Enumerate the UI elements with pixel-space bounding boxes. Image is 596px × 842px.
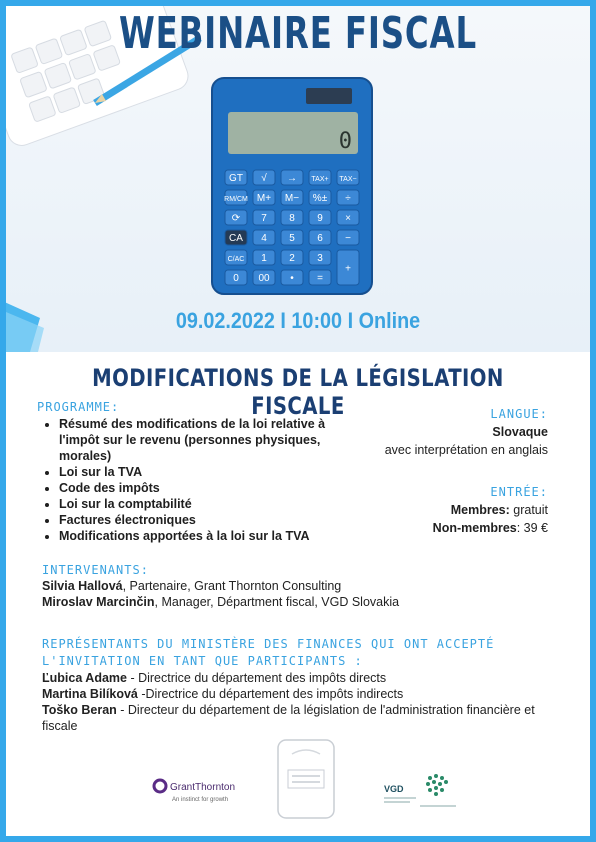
calculator-key-label: RM/CM (224, 196, 248, 203)
programme-item: • Factures électroniques (59, 512, 347, 528)
calculator-display: 0 (338, 129, 352, 154)
calculator-key-label: 0 (233, 273, 239, 284)
speaker-entry (42, 594, 562, 610)
programme-item: • Modifications apportées à la loi sur la TVA (59, 528, 347, 544)
representative-entry (42, 686, 552, 702)
entree-members (348, 501, 548, 519)
ministry-seal-logo (278, 740, 334, 818)
entree-non-members (348, 519, 548, 537)
calculator-key-label: 1 (261, 253, 267, 264)
speaker-entry (42, 578, 562, 594)
calculator-key-label: − (345, 233, 351, 244)
speaker-name: Silvia Hallová (42, 579, 123, 593)
calculator-key-label: M− (284, 193, 300, 204)
calculator-key-label: 9 (317, 213, 323, 224)
calculator-key-label: 6 (317, 233, 323, 244)
representative-name: Toško Beran (42, 703, 117, 717)
calculator-key-label: 4 (261, 233, 267, 244)
calculator-key-label: → (287, 173, 297, 184)
svg-text:An instinct for growth: An instinct for growth (172, 797, 229, 803)
calculator-key-label: ÷ (345, 193, 351, 204)
representative-role: - Directrice du département des impôts directs (126, 671, 387, 685)
calculator-key-label: M+ (256, 193, 272, 204)
intervenants-label: INTERVENANTS: (42, 563, 149, 577)
calculator-key-label: CA (229, 233, 243, 244)
calculator-key-label: ⟳ (231, 213, 241, 224)
logo-strip (0, 732, 596, 822)
info-sidebar (348, 405, 548, 537)
intervenants-section (42, 562, 562, 610)
calculator-key-label: 3 (317, 253, 323, 264)
grant-thornton-logo (154, 780, 235, 803)
speaker-role: , Manager, Départment fiscal, VGD Slovakia (154, 595, 400, 609)
programme-item: • Résumé des modifications de la loi relative à l'impôt sur le revenu (personnes physiques, morales) (59, 416, 347, 464)
calculator-key-label: GT (229, 173, 243, 184)
section-title: MODIFICATIONS DE LA LÉGISLATION FISCALE (92, 364, 504, 420)
svg-text:GrantThornton: GrantThornton (170, 782, 236, 793)
langue-label: LANGUE: (490, 407, 548, 421)
non-members-value: : 39 € (516, 521, 548, 535)
programme-item: • Loi sur la comptabilité (59, 496, 347, 512)
langue-note: avec interprétation en anglais (384, 443, 548, 457)
members-value: gratuit (509, 503, 548, 517)
representative-name: Martina Bilíková (42, 687, 138, 701)
event-dateline: 09.02.2022 I 10:00 I Online (175, 308, 421, 333)
representative-entry (42, 702, 552, 734)
representative-role: - Directeur du département de la législation de l'administration financière et fiscale (42, 703, 535, 733)
calculator-key-label: + (345, 263, 351, 275)
programme-list (37, 416, 347, 544)
representants-label: REPRÉSENTANTS DU MINISTÈRE DES FINANCES QUI ONT ACCEPTÉ L'INVITATION EN TANT QUE PARTICIPANTS : (42, 637, 495, 668)
langue-value: Slovaque (492, 425, 548, 439)
calculator-key-label: 8 (289, 213, 295, 224)
non-members-label: Non-membres (432, 521, 517, 535)
programme-section (37, 400, 347, 544)
calculator-key-label: C/AC (227, 256, 245, 263)
calculator-key-label: TAX+ (311, 176, 329, 183)
svg-text:VGD: VGD (384, 784, 404, 794)
speaker-role: , Partenaire, Grant Thornton Consulting (122, 579, 342, 593)
representants-section (42, 636, 552, 734)
calculator-key-label: 5 (289, 233, 295, 244)
programme-item: • Code des impôts (59, 480, 347, 496)
calculator-key-label: %± (312, 193, 328, 204)
vgd-logo (384, 774, 456, 806)
calculator-key-label: 7 (261, 213, 267, 224)
members-label: Membres: (450, 503, 510, 517)
logos-svg (0, 732, 596, 822)
representative-role: -Directrice du département des impôts indirects (137, 687, 404, 701)
calculator-key-label: √ (261, 173, 267, 184)
calculator-key-label: 00 (258, 273, 270, 284)
programme-item: • Loi sur la TVA (59, 464, 347, 480)
programme-label: PROGRAMME: (37, 400, 120, 414)
entree-label: ENTRÉE: (490, 485, 548, 499)
calculator-key-label: • (290, 273, 294, 284)
calculator-key-label: 2 (289, 253, 295, 264)
calculator-key-label: TAX− (339, 176, 357, 183)
speaker-name: Miroslav Marcinčin (42, 595, 155, 609)
representative-name: Ľubica Adame (42, 671, 127, 685)
calculator-key-label: = (317, 273, 323, 284)
page-title: WEBINAIRE FISCAL (118, 8, 477, 59)
calculator-key-label: × (345, 213, 351, 224)
representative-entry (42, 670, 552, 686)
